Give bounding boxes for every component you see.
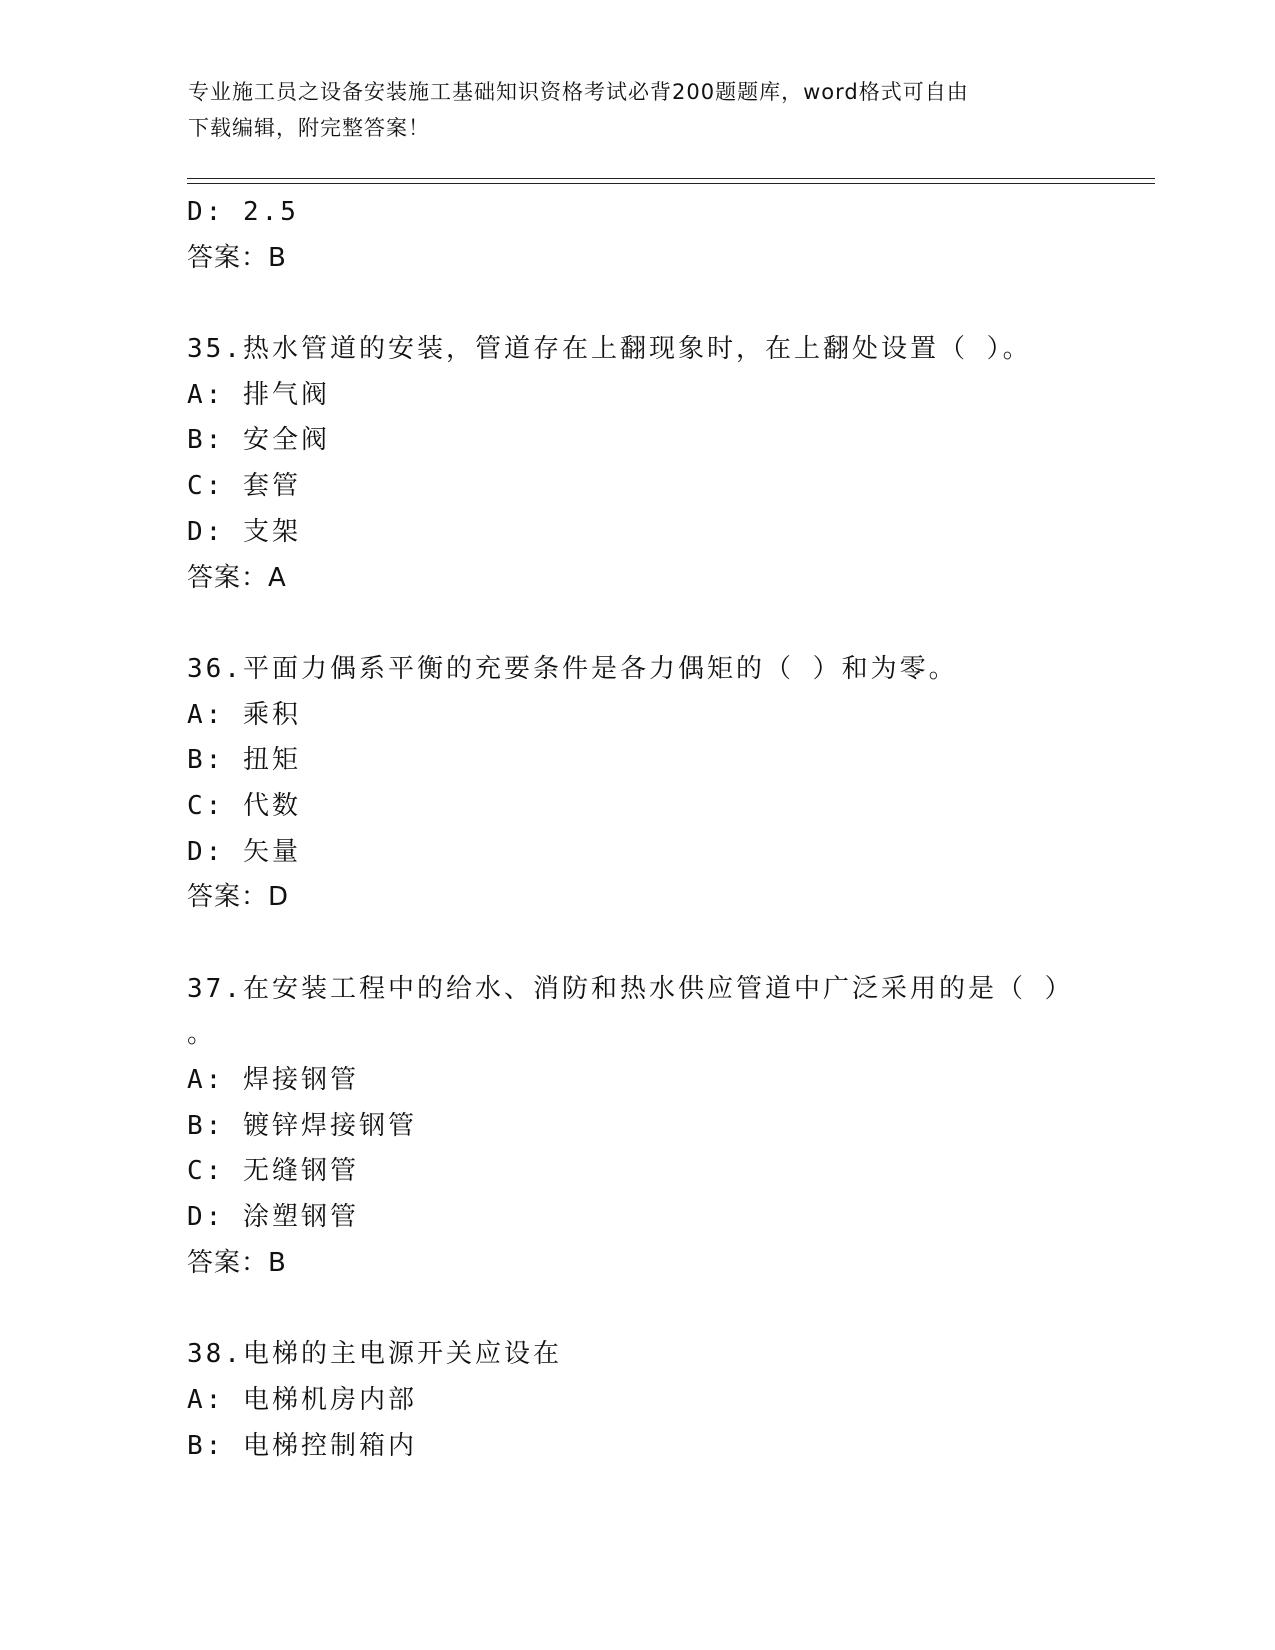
question-35-text: 35.热水管道的安装，管道存在上翻现象时，在上翻处设置（ ）。 bbox=[187, 334, 1032, 365]
spacer bbox=[187, 281, 1087, 327]
question-37-answer: 答案：B bbox=[187, 1247, 287, 1278]
question-35-option-a: A: 排气阀 bbox=[187, 379, 330, 410]
question-36-answer: 答案：D bbox=[187, 882, 290, 913]
document-header bbox=[188, 74, 1088, 146]
question-37-option-d: D: 涂塑钢管 bbox=[187, 1202, 359, 1233]
question-35-option-c: C: 套管 bbox=[187, 471, 301, 502]
spacer bbox=[187, 1287, 1087, 1333]
question-36-option-d: D: 矢量 bbox=[187, 836, 301, 867]
prev-answer: 答案：B bbox=[187, 242, 287, 273]
spacer bbox=[187, 921, 1087, 967]
question-38-text: 38.电梯的主电源开关应设在 bbox=[187, 1339, 562, 1370]
question-37-option-c: C: 无缝钢管 bbox=[187, 1156, 359, 1187]
header-line-2: 下载编辑，附完整答案！ bbox=[188, 116, 430, 140]
question-35-option-b: B: 安全阀 bbox=[187, 425, 330, 456]
question-list bbox=[187, 190, 1087, 1469]
question-36-option-c: C: 代数 bbox=[187, 790, 301, 821]
question-37-option-a: A: 焊接钢管 bbox=[187, 1065, 359, 1096]
question-35-answer: 答案：A bbox=[187, 562, 287, 593]
spacer bbox=[187, 601, 1087, 647]
question-38-option-a: A: 电梯机房内部 bbox=[187, 1384, 417, 1415]
prev-option-d: D: 2.5 bbox=[187, 197, 299, 227]
question-37-option-b: B: 镀锌焊接钢管 bbox=[187, 1110, 417, 1141]
header-line-1: 专业施工员之设备安装施工基础知识资格考试必背200题题库，word格式可自由 bbox=[188, 80, 969, 104]
question-36-text: 36.平面力偶系平衡的充要条件是各力偶矩的（ ）和为零。 bbox=[187, 653, 958, 684]
question-37-text: 37.在安装工程中的给水、消防和热水供应管道中广泛采用的是（ ） bbox=[187, 973, 1074, 1004]
question-38-option-b: B: 电梯控制箱内 bbox=[187, 1430, 417, 1461]
question-36-option-a: A: 乘积 bbox=[187, 699, 301, 730]
header-divider-bottom bbox=[187, 183, 1155, 184]
question-36-option-b: B: 扭矩 bbox=[187, 745, 301, 776]
header-divider-top bbox=[187, 178, 1155, 179]
question-37-text-continuation: 。 bbox=[187, 1019, 214, 1050]
question-35-option-d: D: 支架 bbox=[187, 516, 301, 547]
